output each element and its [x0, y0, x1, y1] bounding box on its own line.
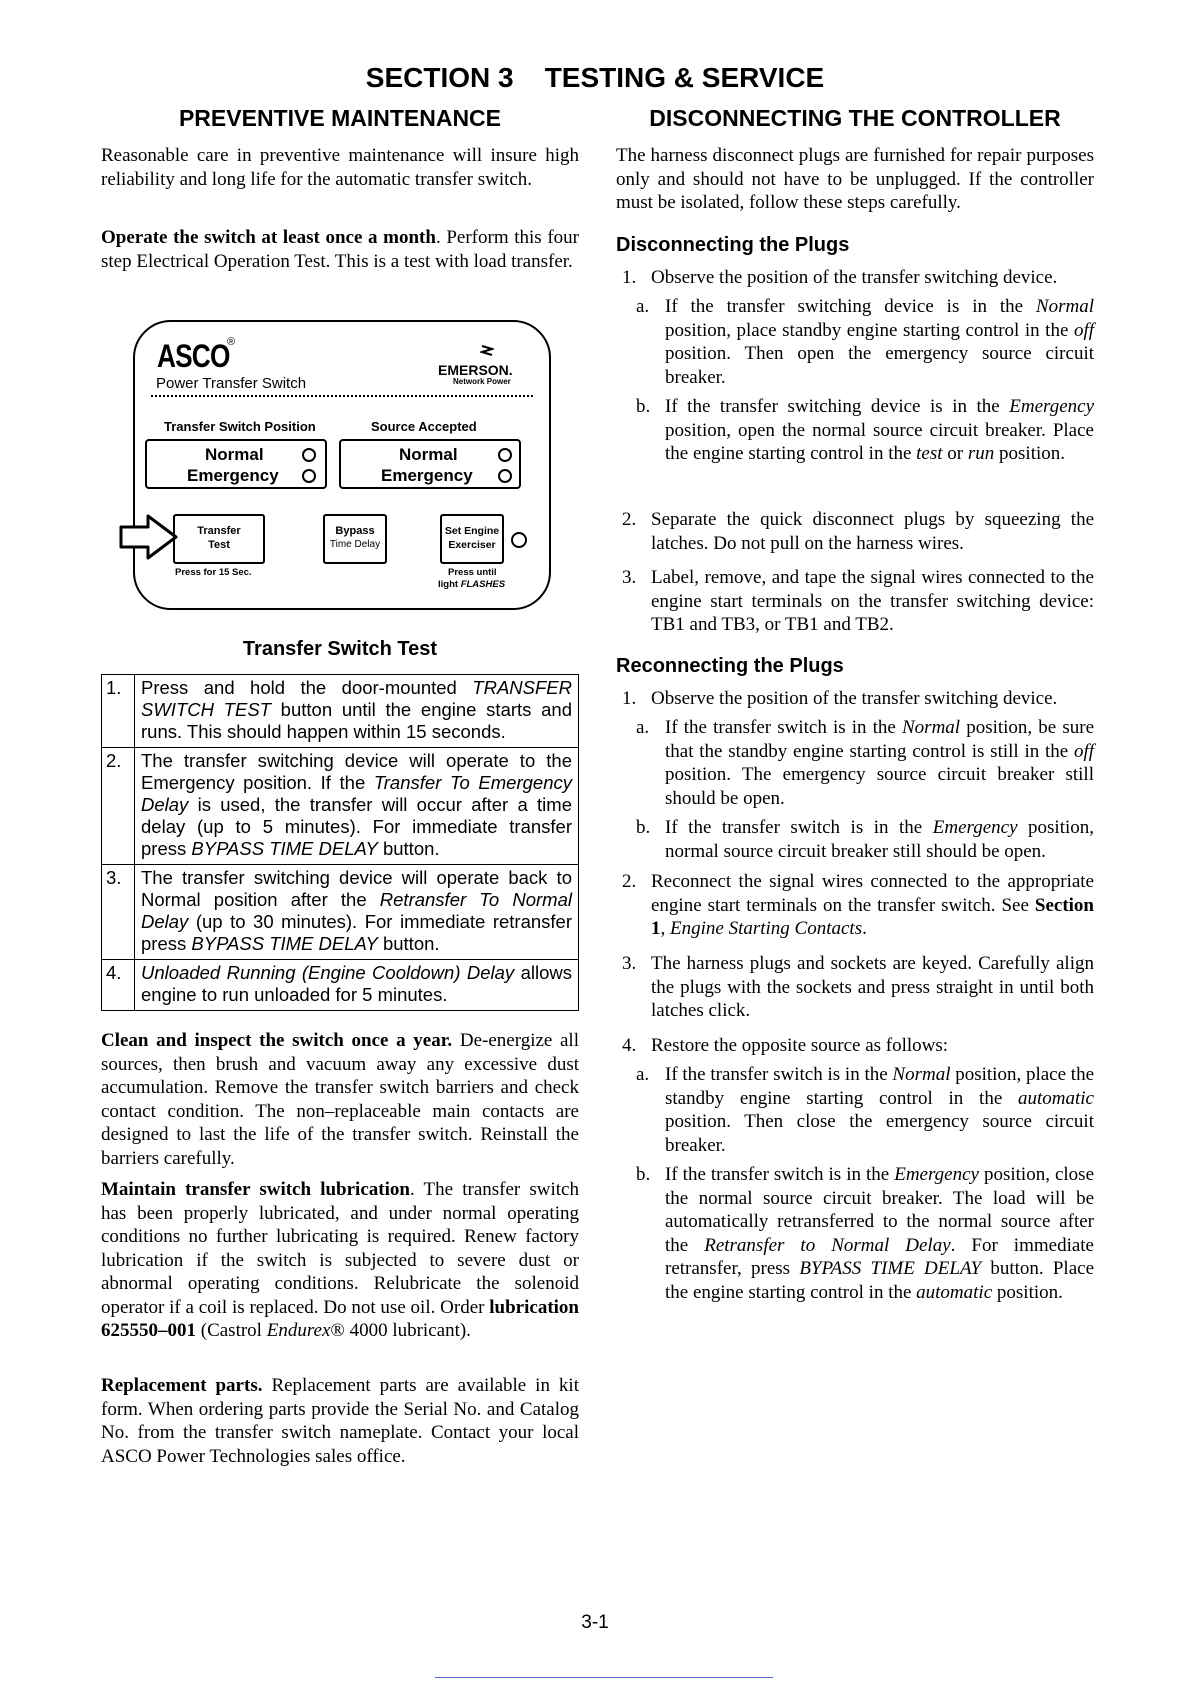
operate-bold: Operate the switch at least once a month: [101, 227, 436, 248]
list-marker: a.: [636, 1064, 650, 1085]
page-title: SECTION 3 TESTING & SERVICE: [365, 62, 825, 93]
list-item: If the transfer switch is in the Normal position, be sure that the standby engine starting control is still in the off position. The emergency source circuit breaker still should be open.: [665, 717, 1095, 809]
table-row: [102, 748, 579, 865]
source-group-label: Source Accepted: [371, 419, 477, 434]
bypass-time-delay-button[interactable]: [323, 514, 387, 564]
controller-intro: The harness disconnect plugs are furnished for repair purposes only and should not have to be unplugged. If the controller must be isolated, follow these steps carefully.: [616, 145, 1094, 213]
list-marker: 1.: [622, 688, 637, 709]
position-indicator-box: [145, 439, 327, 489]
source-emergency-light: [498, 469, 512, 483]
list-marker: 3.: [622, 567, 637, 588]
emerson-logo-icon: [480, 344, 494, 358]
arrow-right-icon: [118, 513, 180, 561]
list-marker: b.: [636, 817, 651, 838]
step-number: 4.: [102, 960, 135, 1011]
source-normal-label: Normal: [399, 445, 458, 464]
list-marker: 2.: [622, 871, 637, 892]
list-item: If the transfer switch is in the Normal position, place the standby engine starting control in the automatic position. Then close the emergency source circuit breaker.: [665, 1064, 1095, 1156]
list-marker: 1.: [622, 267, 637, 288]
list-item: If the transfer switch is in the Emergency position, close the normal source circuit breaker. The load will be automatically retransferred to the normal source after the Retransfer to Normal Delay. For immediate retransfer, press BYPASS TIME DELAY button. Place the engine starting control in the automatic position.: [665, 1164, 1095, 1303]
footer-rule: [435, 1677, 773, 1678]
exerciser-light: [511, 532, 527, 548]
position-normal-light: [302, 448, 316, 462]
list-marker: 4.: [622, 1035, 637, 1056]
exerciser-note-2: [438, 579, 505, 590]
clean-paragraph: Clean and inspect the switch once a year. De-energize all sources, then brush and vacuum away any excessive dust accumulation. Remove the transfer switch barriers and check contact condition. The non–replaceable main contacts are designed to last the life of the transfer switch. Reinstall the barriers carefully.: [101, 1030, 579, 1169]
list-item: Observe the position of the transfer switching device.: [651, 267, 1058, 288]
step-text: Press and hold the door-mounted TRANSFER SWITCH TEST button until the engine starts and runs. This should happen within 15 seconds.: [135, 675, 579, 748]
table-row: [102, 960, 579, 1011]
list-item: Restore the opposite source as follows:: [651, 1035, 949, 1056]
intro-paragraph: Reasonable care in preventive maintenance will insure high reliability and long life for the automatic transfer switch.: [101, 145, 579, 190]
list-item: Separate the quick disconnect plugs by squeezing the latches. Do not pull on the harness wires.: [651, 509, 1094, 554]
list-item: The harness plugs and sockets are keyed. Carefully align the plugs with the sockets and press straight in until both latches click.: [651, 953, 1094, 1021]
exerciser-note-light: light: [438, 579, 461, 590]
step-number: 3.: [102, 865, 135, 960]
list-marker: b.: [636, 1164, 651, 1185]
step-number: 1.: [102, 675, 135, 748]
transfer-test-label-2: Test: [208, 539, 230, 551]
list-marker: a.: [636, 717, 650, 738]
step-number: 2.: [102, 748, 135, 865]
table-row: [102, 675, 579, 748]
exerciser-label-2: Exerciser: [448, 539, 496, 551]
exerciser-note-1: Press until: [448, 567, 497, 578]
list-marker: b.: [636, 396, 651, 417]
disconnect-heading: Disconnecting the Plugs: [616, 234, 850, 256]
asco-logo: ASCO: [157, 338, 230, 374]
emerson-logo: EMERSON.: [438, 362, 513, 378]
bypass-label-1: Bypass: [335, 525, 375, 537]
lubrication-paragraph: Maintain transfer switch lubrication. The transfer switch has been properly lubricated, and under normal operating conditions no further lubricating is required. Renew factory lubrication if the switch is subjected to severe dust or abnormal operating conditions. Relubricate the solenoid operator if a coil is replaced. Do not use oil. Order lubrication 625550–001 (Castrol Endurex® 4000 lubricant).: [101, 1179, 579, 1341]
list-item: Observe the position of the transfer switching device.: [651, 688, 1058, 709]
exerciser-note-flashes: FLASHES: [460, 579, 506, 590]
transfer-test-label-1: Transfer: [197, 525, 241, 537]
list-item: Reconnect the signal wires connected to the appropriate engine start terminals on the transfer switch. See Section 1, Engine Starting Contacts.: [651, 871, 1094, 939]
transfer-test-note: Press for 15 Sec.: [175, 567, 252, 578]
table-title: Transfer Switch Test: [242, 638, 438, 660]
replacement-parts-paragraph: Replacement parts. Replacement parts are available in kit form. When ordering parts provide the Serial No. and Catalog No. from the transfer switch nameplate. Contact your local ASCO Power Technologies sales office.: [101, 1375, 579, 1467]
page-number: 3-1: [581, 1612, 609, 1633]
list-item: If the transfer switching device is in the Normal position, place standby engine starting control in the off position. Then open the emergency source circuit breaker.: [665, 296, 1094, 388]
emerson-subtitle: Network Power: [453, 377, 511, 386]
position-emergency-label: Emergency: [187, 466, 279, 485]
left-heading: PREVENTIVE MAINTENANCE: [178, 105, 502, 131]
exerciser-label-1: Set Engine: [444, 525, 500, 537]
source-emergency-label: Emergency: [381, 466, 473, 485]
bypass-label-2: Time Delay: [329, 539, 381, 550]
position-emergency-light: [302, 469, 316, 483]
position-normal-label: Normal: [205, 445, 264, 464]
transfer-test-button[interactable]: [173, 514, 265, 564]
transfer-switch-test-table: [101, 674, 579, 1011]
source-normal-light: [498, 448, 512, 462]
operate-paragraph: [101, 226, 579, 273]
list-marker: 2.: [622, 509, 637, 530]
right-heading: DISCONNECTING THE CONTROLLER: [649, 105, 1061, 131]
operate-text: . Perform this four step Electrical Operation Test. This is a test with load transfer.: [101, 227, 579, 272]
step-text: The transfer switching device will operate to the Emergency position. If the Transfer To Emergency Delay is used, the transfer will occur after a time delay (up to 5 minutes). For immediate transfer press BYPASS TIME DELAY button.: [135, 748, 579, 865]
panel-divider: [151, 395, 533, 397]
list-item: If the transfer switch is in the Emergency position, normal source circuit breaker still should be open.: [665, 817, 1095, 862]
position-group-label: Transfer Switch Position: [164, 419, 316, 434]
set-engine-exerciser-button[interactable]: [440, 514, 504, 564]
step-text: The transfer switching device will operate back to Normal position after the Retransfer To Normal Delay (up to 30 minutes). For immediate retransfer press BYPASS TIME DELAY button.: [135, 865, 579, 960]
source-indicator-box: [339, 439, 521, 489]
list-item: Label, remove, and tape the signal wires connected to the engine start terminals on the transfer switching device: TB1 and TB3, or TB1 and TB2.: [651, 567, 1094, 635]
product-name: Power Transfer Switch: [156, 375, 307, 392]
list-marker: 3.: [622, 953, 637, 974]
list-marker: a.: [636, 296, 650, 317]
registered-mark: ®: [227, 336, 236, 348]
table-row: [102, 865, 579, 960]
step-text: Unloaded Running (Engine Cooldown) Delay allows engine to run unloaded for 5 minutes.: [135, 960, 579, 1011]
control-panel-illustration: [133, 320, 551, 610]
reconnect-heading: Reconnecting the Plugs: [616, 655, 844, 677]
list-item: If the transfer switching device is in the Emergency position, open the normal source circuit breaker. Place the engine starting control in the test or run position.: [665, 396, 1094, 464]
